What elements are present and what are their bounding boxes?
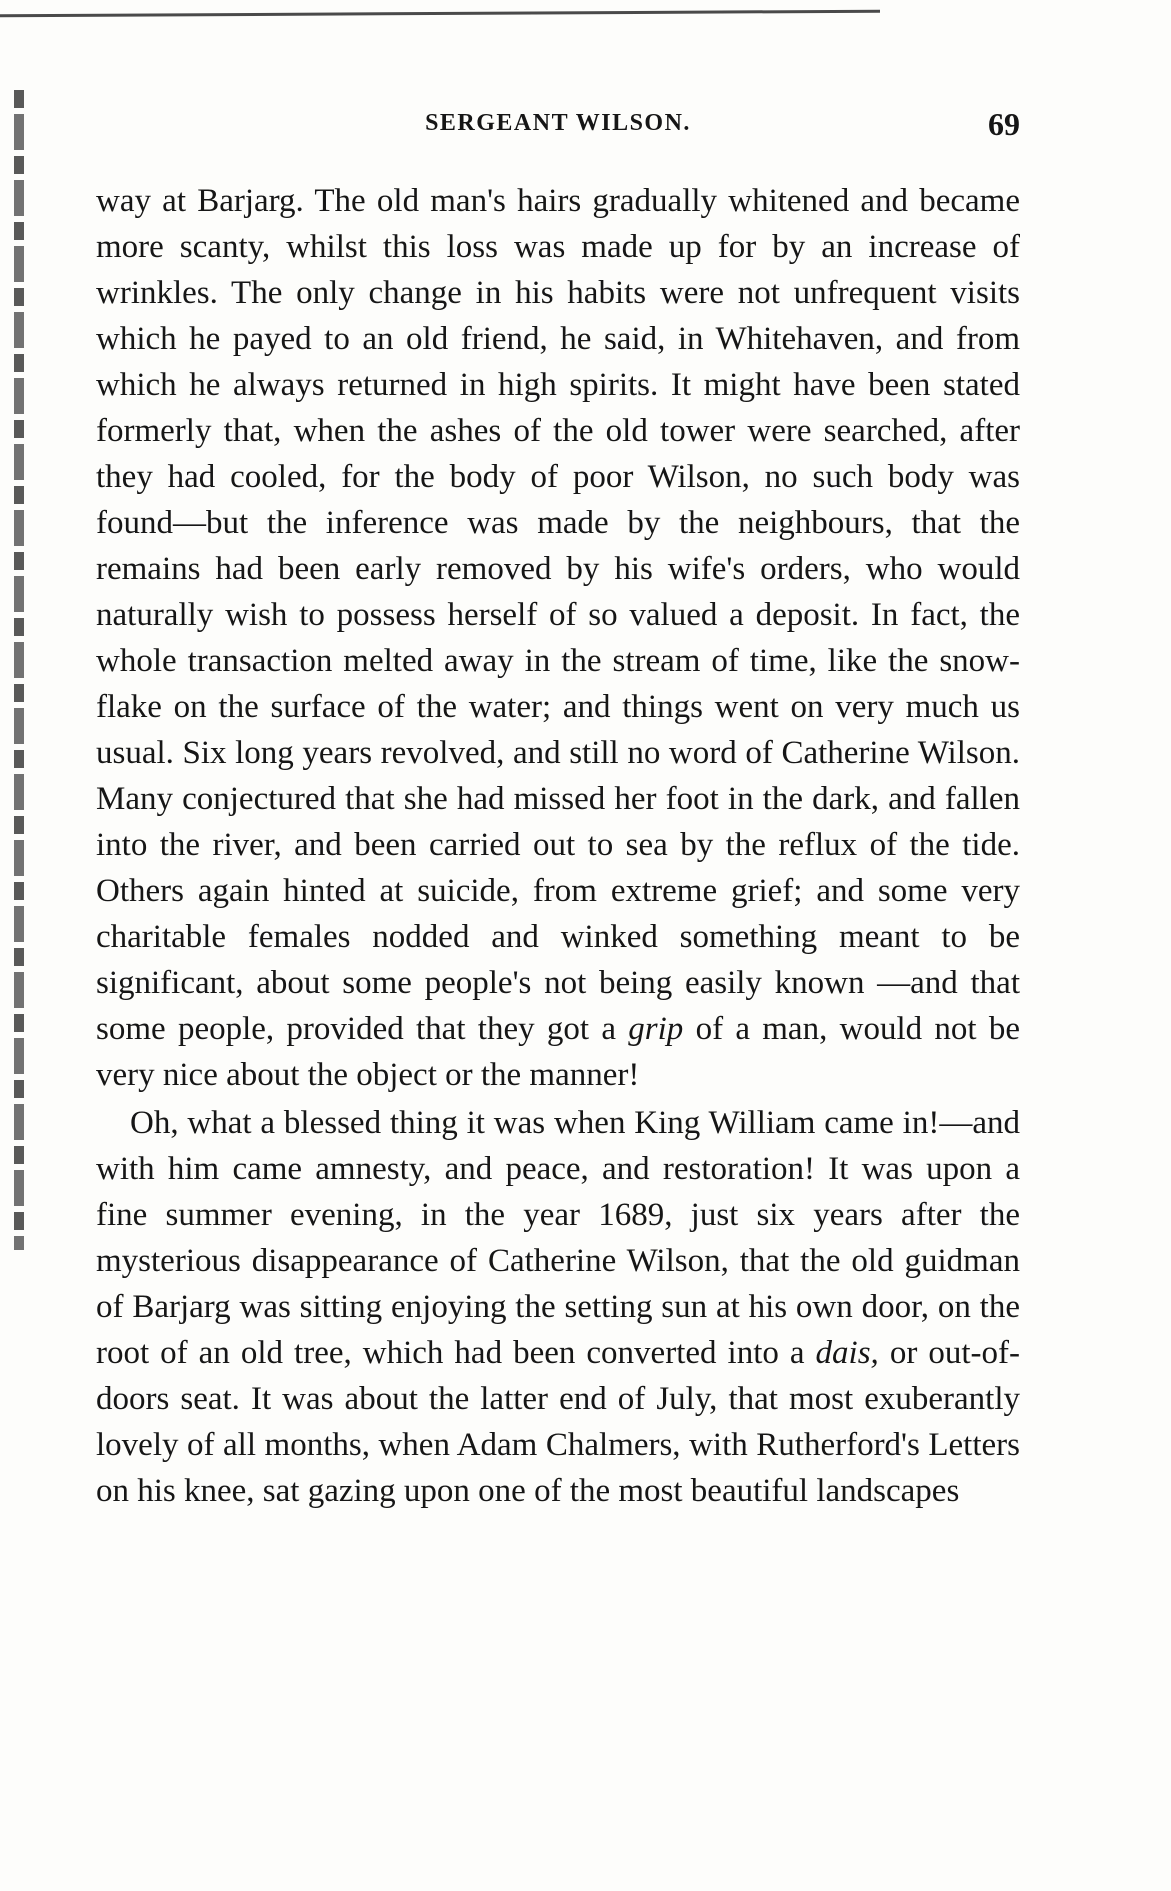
- paragraph-1-text-a: way at Barjarg. The old man's hairs gradually whitened and became more scanty, whilst this loss was made up for by an increase of wrinkles. The only change in his habits were not unfrequent visits which he payed to an old friend, he said, in Whitehaven, and from which he always returned in high spirits. It might have been stated formerly that, when the ashes of the old tower were searched, after they had cooled, for the body of poor Wilson, no such body was found—but the inference was made by the neighbours, that the remains had been early removed by his wife's orders, who would naturally wish to possess herself of so valued a deposit. In fact, the whole transaction melted away in the stream of time, like the snow-flake on the surface of the water; and things went on very much us usual. Six long years revolved, and still no word of Catherine Wilson. Many conjectured that she had missed her foot in the dark, and fallen into the river, and been carried out to sea by the reflux of the tide. Others again hinted at suicide, from extreme grief; and some very charitable females nodded and winked something meant to be significant, about some people's not being easily known —and that some people, provided that they got a: [96, 183, 1020, 1047]
- paragraph-1: [96, 178, 1020, 1098]
- page-number: 69: [988, 106, 1020, 142]
- italic-grip: grip: [628, 1011, 684, 1047]
- top-edge-rule: [0, 0, 880, 17]
- paragraph-1-text-b: of a man, would not be very nice about the object or the manner!: [96, 1011, 1020, 1093]
- italic-dais: dais,: [815, 1335, 879, 1371]
- body-text: [96, 178, 1020, 1514]
- paragraph-2-text-b: or out-of-doors seat. It was about the latter end of July, that most exuberantly lovely of all months, when Adam Chalmers, with Rutherford's Letters on his knee, sat gazing upon one of the most beautiful landscapes: [96, 1335, 1020, 1509]
- binding-shadow: [14, 90, 24, 1250]
- page-header: [96, 106, 1020, 146]
- running-head: SERGEANT WILSON.: [425, 110, 691, 136]
- paragraph-2-text-a: Oh, what a blessed thing it was when King William came in!—and with him came amnesty, and peace, and restoration! It was upon a fine summer evening, in the year 1689, just six years after the mysterious disappearance of Catherine Wilson, that the old guidman of Barjarg was sitting enjoying the setting sun at his own door, on the root of an old tree, which had been converted into a: [96, 1105, 1020, 1371]
- paragraph-2: [96, 1100, 1020, 1514]
